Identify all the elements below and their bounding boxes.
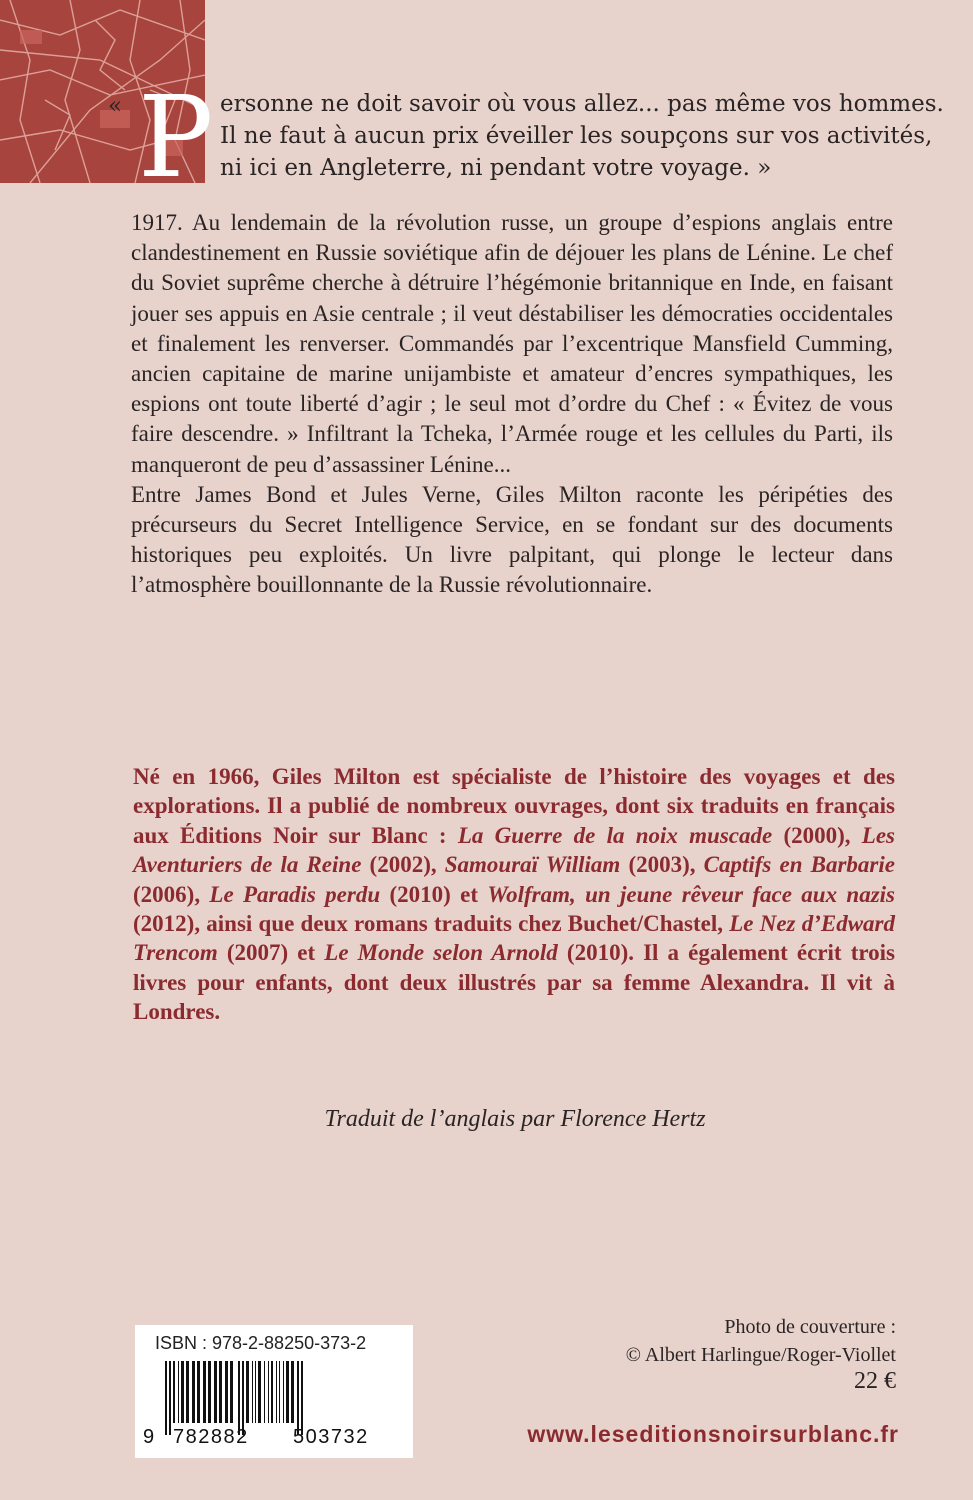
- barcode-bar: [291, 1361, 294, 1423]
- barcode-digits-left: 782882: [173, 1426, 249, 1448]
- book-title: Le Monde selon Arnold: [324, 940, 558, 966]
- bio-text: Né en 1966, Giles Milton est spécialiste de l’histoire des voyages et des explorations. Il a publié de nombreux ouvrages, dont six traduits en français aux Éditions Noir sur Blanc :: [133, 764, 895, 848]
- barcode-bar: [286, 1361, 289, 1423]
- author-bio-paragraph: [133, 762, 895, 1027]
- synopsis-paragraph-2: Entre James Bond et Jules Verne, Giles Milton raconte les péripéties des précurseurs du Secret Intelligence Service, en se fondant sur des documents historiques peu exploités. Un livre palpitant, qui plonge le lecteur dans l’atmosphère bouillonnante de la Russie révolutionnaire.: [131, 481, 893, 598]
- photo-credit: [626, 1313, 896, 1369]
- barcode-bar: [203, 1361, 206, 1423]
- book-title: Le Nez d’Edward Trencom: [133, 911, 895, 966]
- barcode-bar: [219, 1361, 222, 1423]
- quote-open-mark: «: [108, 93, 123, 119]
- bio-text: (2012), ainsi que deux romans traduits chez Buchet/Chastel,: [133, 911, 730, 937]
- barcode-bar: [192, 1361, 195, 1423]
- barcode-bar: [178, 1361, 179, 1423]
- price: 22 €: [854, 1368, 896, 1394]
- bio-text: (2006),: [133, 881, 210, 907]
- barcode-bar: [268, 1361, 269, 1423]
- bio-text: (2003),: [620, 852, 704, 878]
- barcode-bar: [279, 1361, 280, 1423]
- barcode-bar: [181, 1361, 184, 1423]
- bio-text: (2000),: [772, 822, 862, 848]
- photo-credit-label: Photo de couverture :: [724, 1316, 896, 1338]
- quote-line-2: Il ne faut à aucun prix éveiller les soupçons sur vos activités,: [220, 123, 933, 149]
- isbn-label: ISBN : 978-2-88250-373-2: [155, 1333, 367, 1353]
- barcode-bar: [283, 1361, 284, 1423]
- book-title: Les Aventuriers de la Reine: [133, 822, 895, 878]
- barcode-bar: [242, 1361, 244, 1435]
- synopsis-paragraph-1: 1917. Au lendemain de la révolution russe, un groupe d’espions anglais entre clandestinement en Russie soviétique afin de déjouer les plans de Lénine. Le chef du Soviet suprême cherche à détruire l’hégémonie britannique en Inde, en faisant jouer ses appuis en Asie centrale ; il veut déstabiliser les démocraties occidentales et finalement les renverser. Commandés par l’excentrique Mansfield Cumming, ancien capitaine de marine unijambiste et amateur d’encres sympathiques, les espions ont toute liberté d’agir ; le seul mot d’ordre du Chef : « Évitez de vous faire descendre. » Infiltrant la Tcheka, l’Armée rouge et les cellules du Parti, ils manqueront de peu d’assassiner Lénine...: [131, 210, 893, 477]
- bio-text: (2002),: [361, 852, 445, 878]
- barcode-bar: [255, 1361, 256, 1423]
- book-title: Wolfram, un jeune rêveur face aux nazis: [487, 881, 895, 907]
- barcode-bar: [165, 1361, 167, 1435]
- barcode-bar: [197, 1361, 200, 1423]
- barcode-digits-right: 503732: [293, 1426, 369, 1448]
- book-title: Captifs en Barbarie: [703, 852, 895, 878]
- quote-line-3: ni ici en Angleterre, ni pendant votre voyage. »: [220, 155, 772, 181]
- quote-line-1: ersonne ne doit savoir où vous allez... pas même vos hommes.: [220, 91, 944, 117]
- book-title: Samouraï William: [444, 852, 621, 878]
- synopsis: [131, 208, 893, 601]
- barcode-bar: [169, 1361, 171, 1435]
- barcode-bar: [208, 1361, 211, 1423]
- drop-cap-letter: P: [138, 73, 214, 203]
- bio-text: (2007) et: [217, 940, 325, 966]
- barcode-bar: [230, 1361, 233, 1423]
- barcode-bar: [258, 1361, 261, 1423]
- barcode-bar: [301, 1361, 303, 1435]
- publisher-website-link[interactable]: www.leseditionsnoirsurblanc.fr: [527, 1421, 899, 1447]
- barcode-bar: [214, 1361, 217, 1423]
- book-title: La Guerre de la noix muscade: [457, 822, 773, 848]
- barcode-bar: [186, 1361, 189, 1423]
- barcode-bar: [173, 1361, 175, 1423]
- barcode-bar: [225, 1361, 228, 1423]
- book-title: Le Paradis perdu: [209, 881, 381, 907]
- barcode-bar: [238, 1361, 240, 1435]
- barcode-bar: [271, 1361, 273, 1423]
- translator-credit: Traduit de l’anglais par Florence Hertz: [324, 1106, 706, 1132]
- barcode-bar: [297, 1361, 299, 1435]
- author-bio: [133, 762, 895, 1027]
- barcode-bar: [252, 1361, 253, 1423]
- isbn-barcode: [135, 1325, 413, 1458]
- barcode-first-digit: 9: [143, 1426, 155, 1448]
- barcode-bar: [246, 1361, 249, 1423]
- barcode-bar: [276, 1361, 277, 1423]
- barcode-bar: [264, 1361, 265, 1423]
- bio-text: (2010) et: [380, 881, 488, 907]
- bio-text: (2010). Il a également écrit trois livres pour enfants, dont deux illustrés par sa femme Alexandra. Il vit à Londres.: [133, 940, 895, 1025]
- photo-credit-name: © Albert Harlingue/Roger-Viollet: [625, 1344, 896, 1366]
